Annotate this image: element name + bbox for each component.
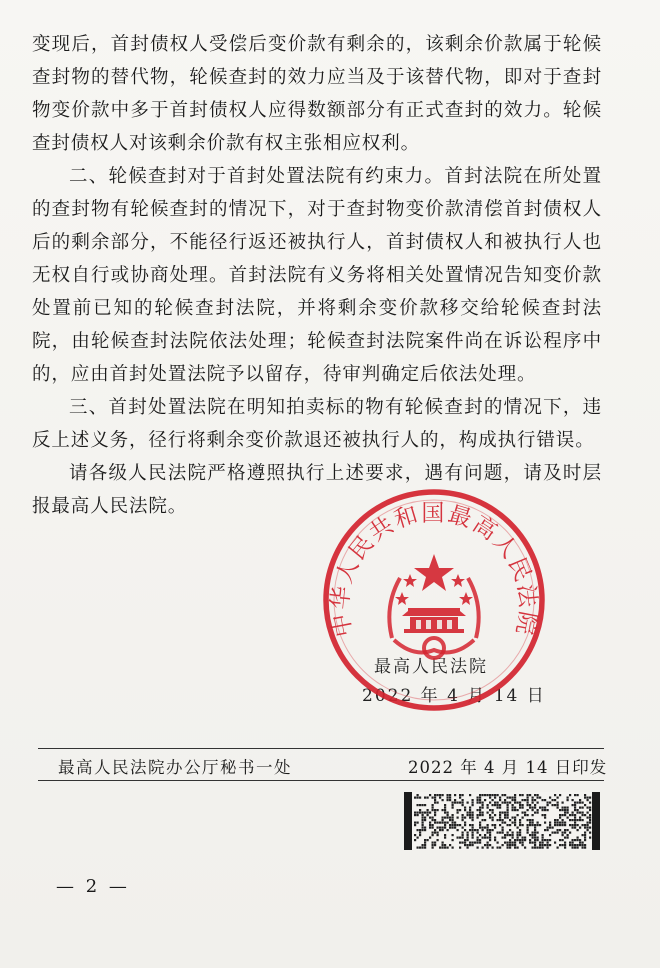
barcode-icon: [404, 792, 600, 850]
signature-org: 最高人民法院: [374, 657, 488, 677]
footer-issued-date: 2022 年 4 月 14 日印发: [408, 758, 608, 777]
paragraph-3: 三、首封处置法院在明知拍卖标的物有轮候查封的情况下，违反上述义务，径行将剩余变价款退还被执行人的，构成执行错误。: [32, 397, 602, 451]
paragraph-1: 变现后，首封债权人受偿后变价款有剩余的，该剩余价款属于轮候查封物的替代物，轮候查封的效力应当及于该替代物，即对于查封物变价款中多于首封债权人应得数额部分有正式查封的效力。轮候查封债权人对该剩余价款有权主张相应权利。: [32, 34, 602, 154]
paragraph-4: 请各级人民法院严格遵照执行上述要求，遇有问题，请及时层报最高人民法院。: [32, 463, 602, 517]
page-number: — 2 —: [56, 876, 130, 897]
document-body: [32, 28, 602, 523]
svg-text:中华人民共和国最高人民法院: 中华人民共和国最高人民法院: [327, 500, 541, 639]
footer-rule-bottom: [38, 780, 604, 781]
signature-date: 2022 年 4 月 14 日: [362, 686, 546, 706]
footer-rule-top: [38, 748, 604, 749]
paragraph-2: 二、轮候查封对于首封处置法院有约束力。首封法院在所处置的查封物有轮候查封的情况下，对于查封物变价款清偿首封债权人后的剩余部分，不能径行返还被执行人，首封债权人和被执行人也无权自行或协商处理。首封法院有义务将相关处置情况告知变价款处置前已知的轮候查封法院，并将剩余变价款移交给轮候查封法院，由轮候查封法院依法处理；轮候查封法院案件尚在诉讼程序中的，应由首封处置法院予以留存，待审判确定后依法处理。: [32, 166, 602, 385]
document-barcode: [404, 792, 600, 850]
footer-issuer: 最高人民法院办公厅秘书一处: [58, 758, 292, 777]
seal-icon: [322, 488, 546, 712]
official-seal: [322, 488, 546, 712]
